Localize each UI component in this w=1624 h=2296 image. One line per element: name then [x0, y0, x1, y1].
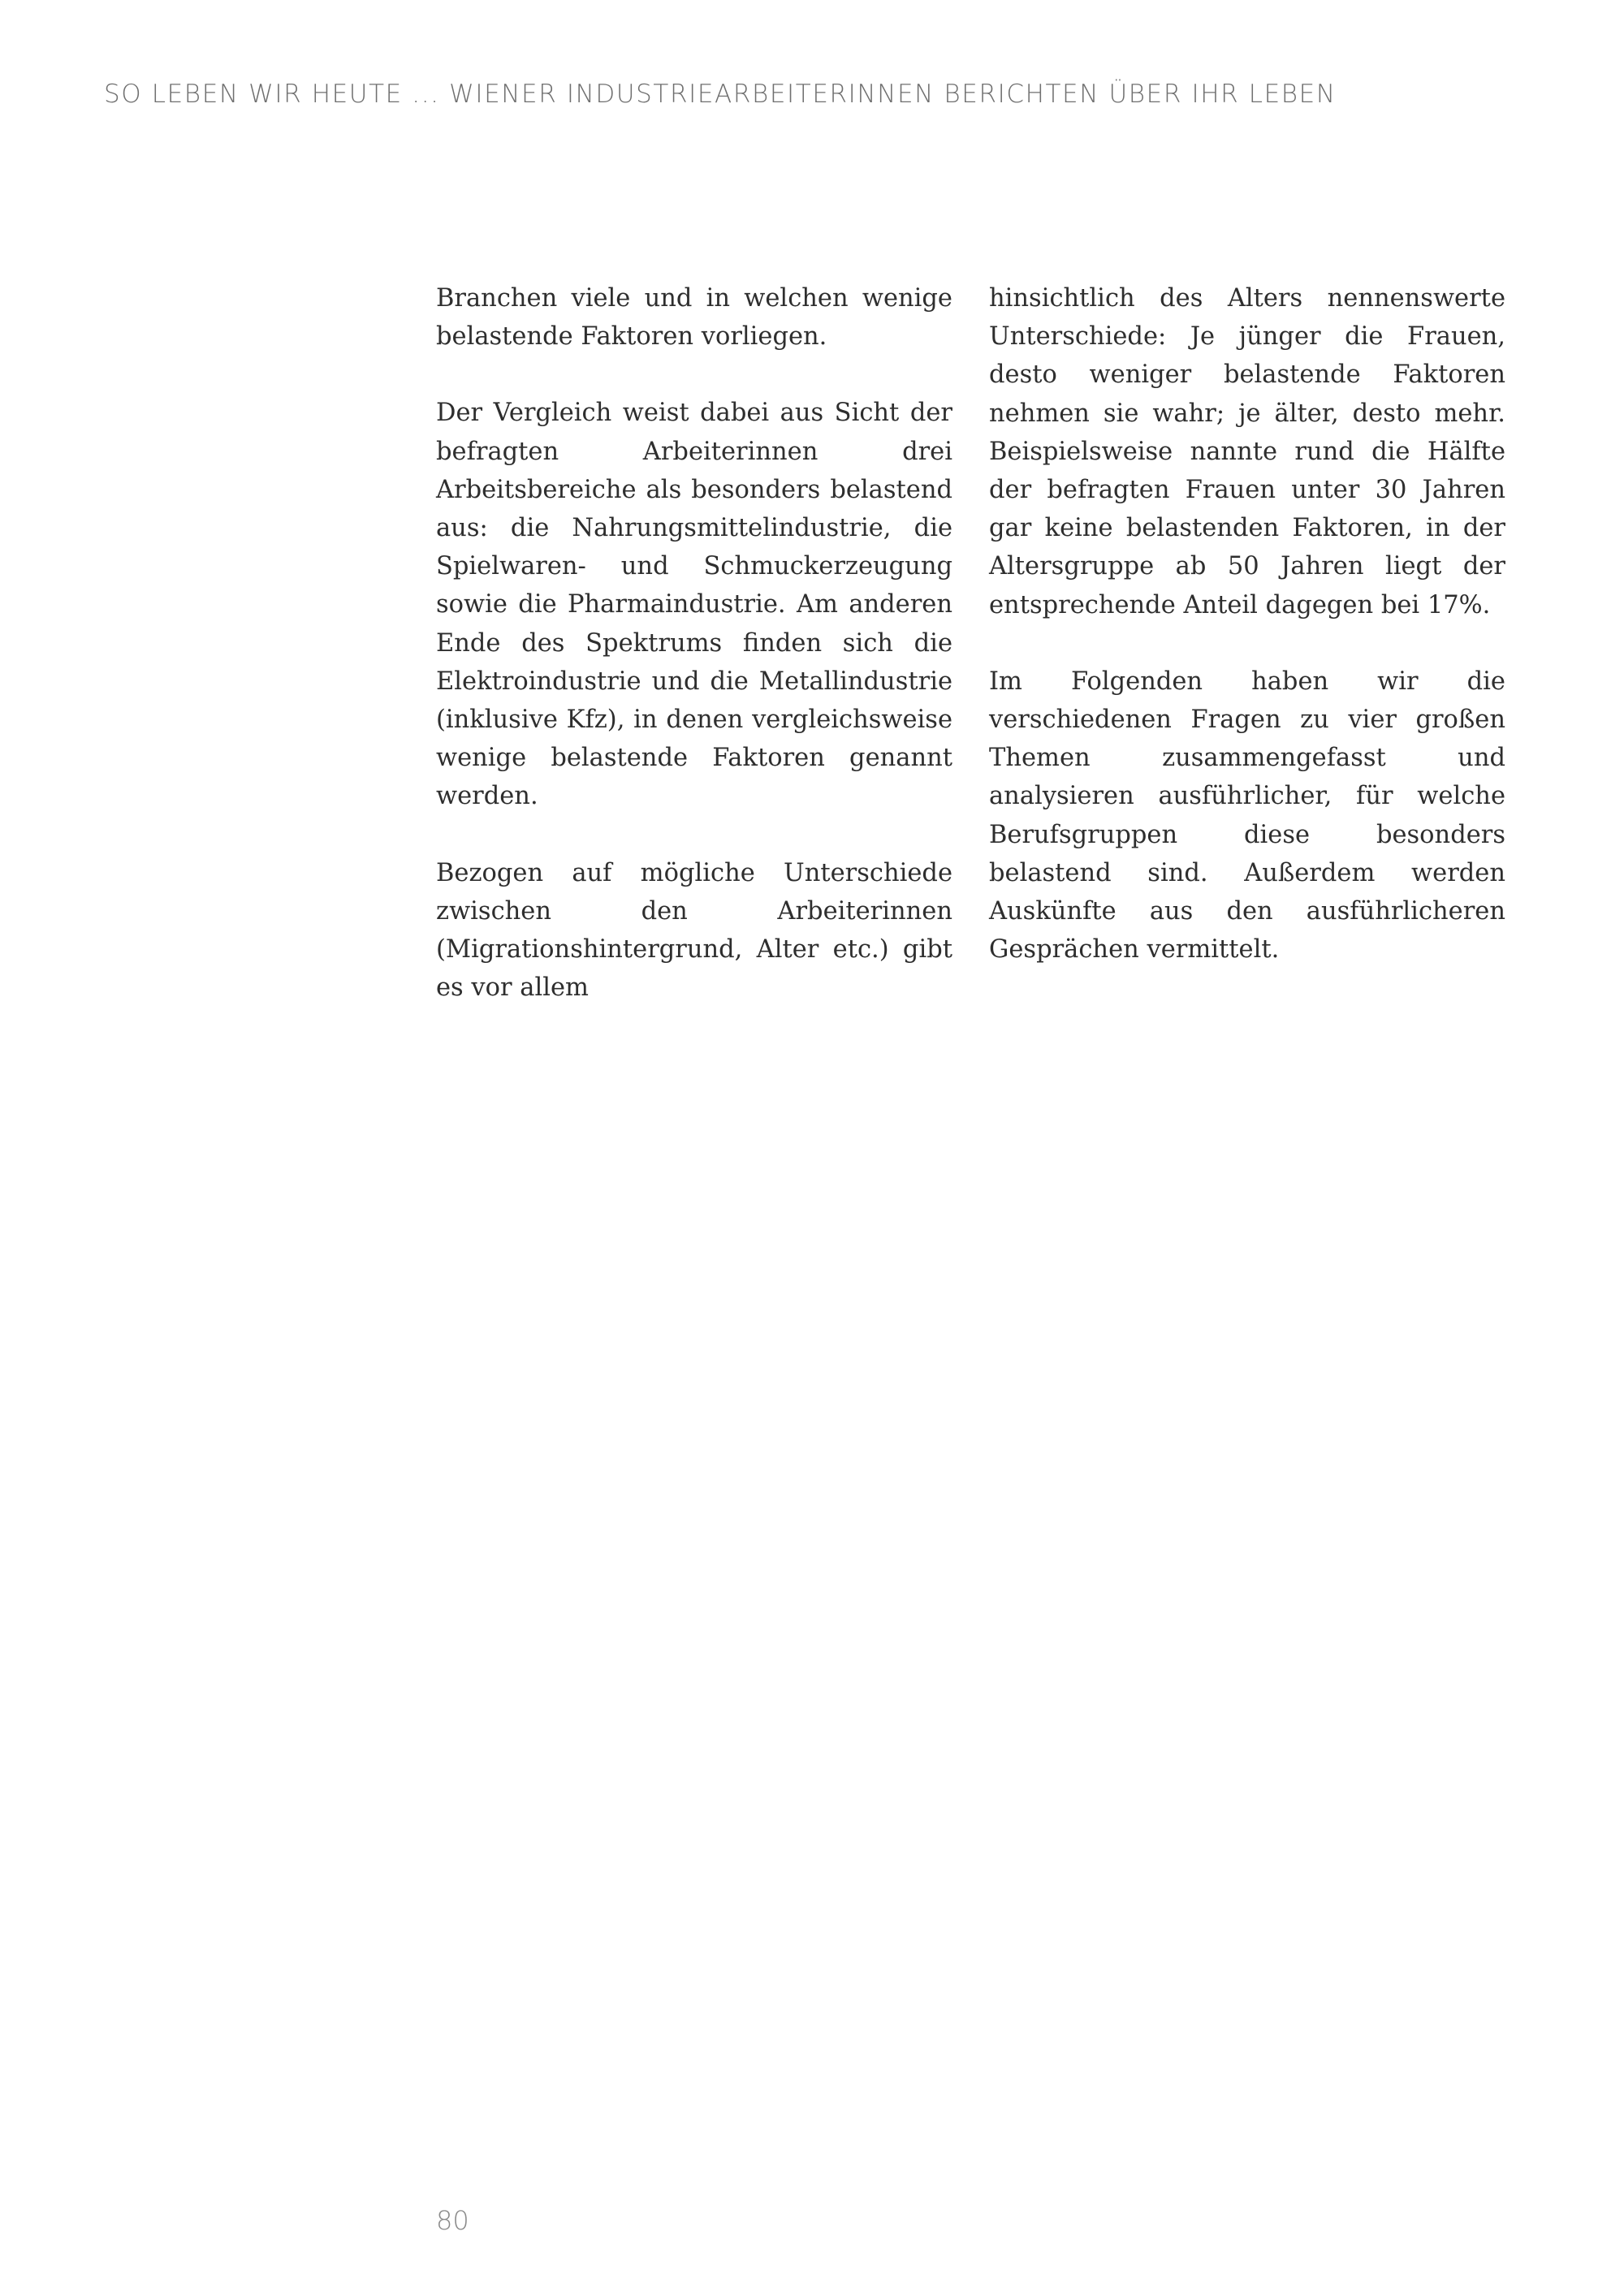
- left-text-column: [436, 279, 952, 1045]
- paragraph: Der Vergleich weist dabei aus Sicht der befragten Arbeiterinnen drei Arbeitsbereiche als besonders belastend aus: die Nahrungsmittelindustrie, die Spielwaren- und Schmuckerzeugung sowie die Pharmaindustrie. Am anderen Ende des Spektrums finden sich die Elektroindustrie und die Metallindustrie (inklusive Kfz), in denen vergleichsweise wenige belastende Faktoren genannt werden.: [436, 399, 952, 811]
- paragraph: Im Folgenden haben wir die verschiedenen Fragen zu vier großen Themen zusammengefasst und analysieren ausführlicher, für welche Berufsgruppen diese besonders belastend sind. Außerdem werden Auskünfte aus den ausführlicheren Gesprächen vermittelt.: [989, 667, 1505, 965]
- page-number: 80: [436, 2205, 469, 2236]
- running-header: SO LEBEN WIR HEUTE ... WIENER INDUSTRIEARBEITERINNEN BERICHTEN ÜBER IHR LEBEN: [104, 80, 1337, 109]
- paragraph: Bezogen auf mögliche Unterschiede zwischen den Arbeiterinnen (Migrationshintergrund, Alter etc.) gibt es vor allem: [436, 858, 952, 1003]
- right-text-column: [989, 279, 1505, 1007]
- paragraph: hinsichtlich des Alters nennenswerte Unterschiede: Je jünger die Frauen, desto weniger belastende Faktoren nehmen sie wahr; je älter, desto mehr. Beispielsweise nannte rund die Hälfte der befragten Frauen unter 30 Jahren gar keine belastenden Faktoren, in der Altersgruppe ab 50 Jahren liegt der entsprechende Anteil dagegen bei 17%.: [989, 284, 1505, 619]
- paragraph: Branchen viele und in welchen wenige belastende Faktoren vorliegen.: [436, 284, 952, 352]
